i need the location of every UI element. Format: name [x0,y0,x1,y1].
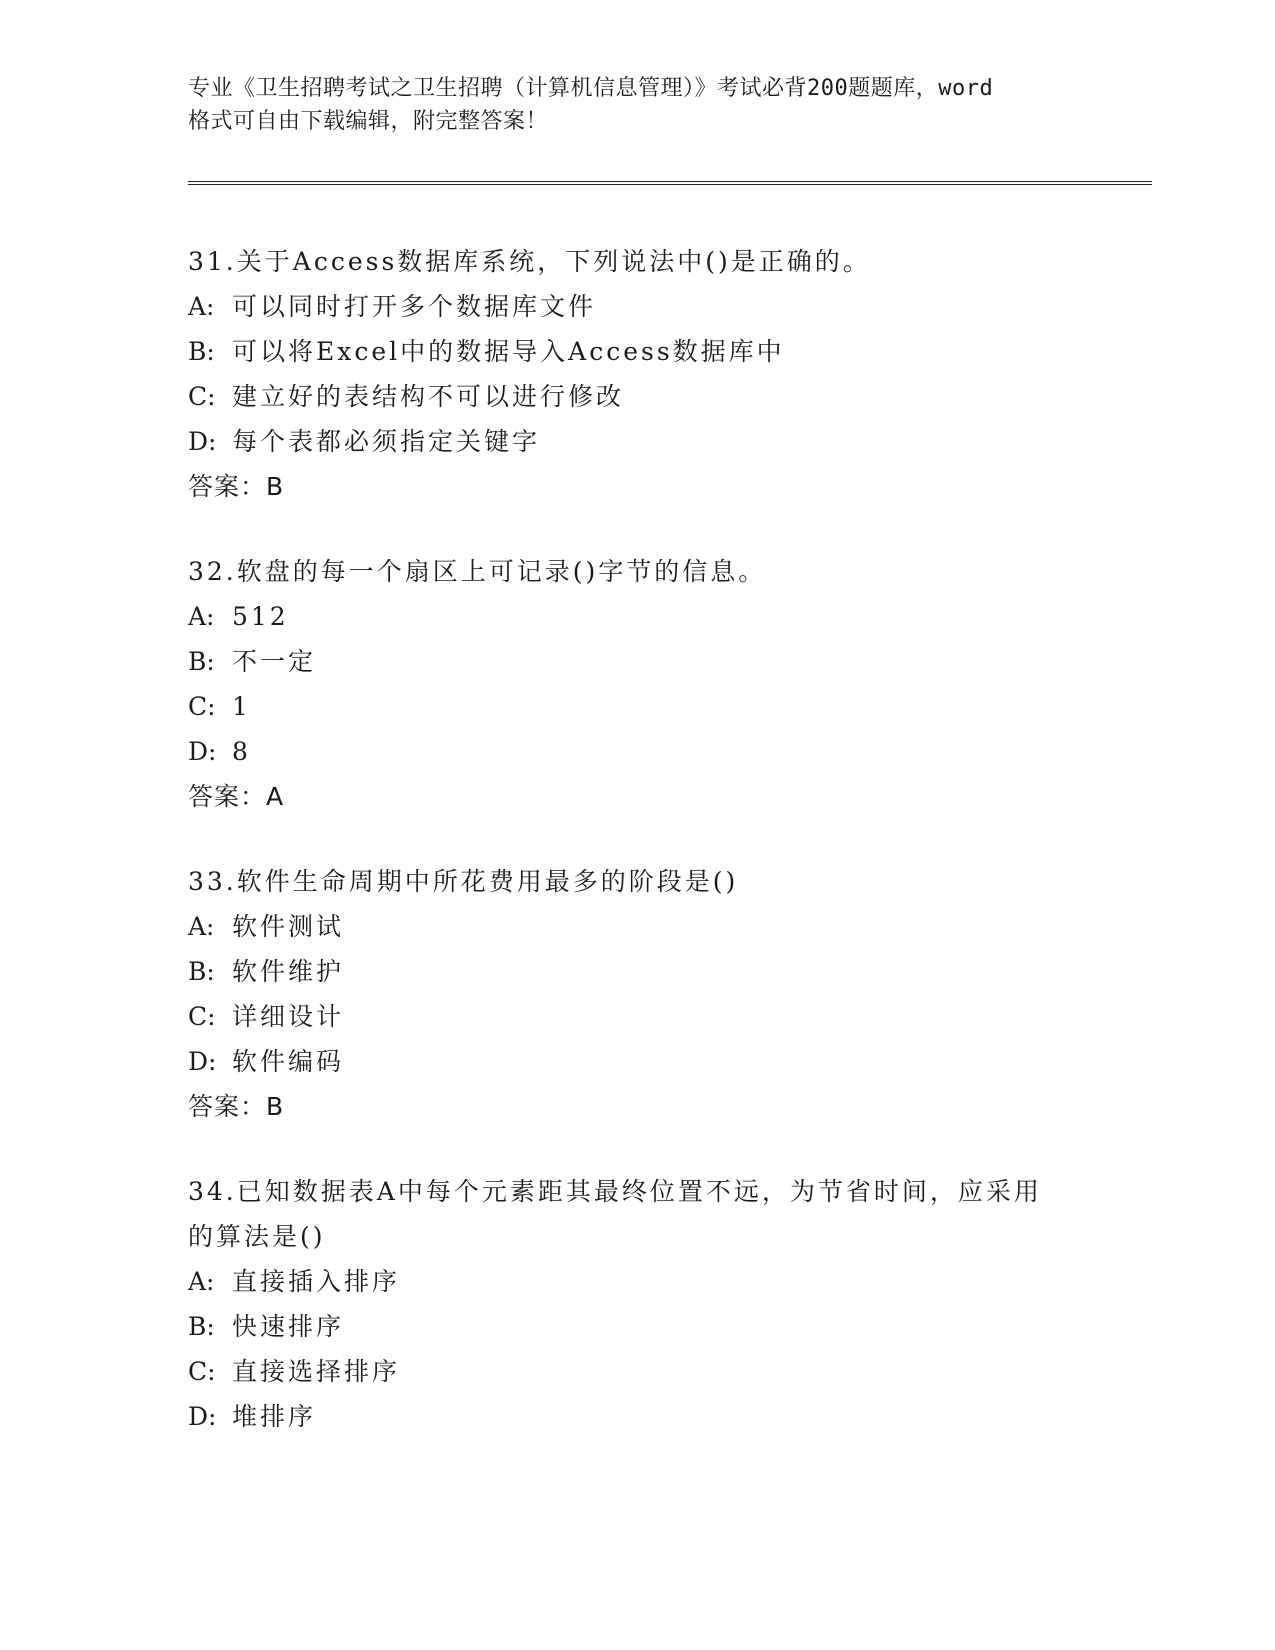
question-list [188,239,1152,1439]
document-page [188,72,1152,1479]
option-b [188,949,1152,994]
option-a [188,594,1152,639]
question-stem: 33.软件生命周期中所花费用最多的阶段是() [188,867,739,896]
option-a [188,1259,1152,1304]
option-text: 软件维护 [232,957,345,986]
option-letter: D: [188,737,217,766]
option-letter: D: [188,427,217,456]
question-33 [188,859,1152,1129]
option-c [188,684,1152,729]
question-stem: 31.关于Access数据库系统，下列说法中()是正确的。 [188,247,871,276]
option-text: 详细设计 [232,1002,345,1031]
option-text: 1 [232,692,251,721]
option-letter: D: [188,1402,217,1431]
question-stem-line-1: 34.已知数据表A中每个元素距其最终位置不远，为节省时间，应采用 [188,1177,1042,1206]
answer-line: 答案：B [188,1092,285,1121]
option-text: 可以将Excel中的数据导入Access数据库中 [232,337,785,366]
option-letter: C: [188,382,216,411]
option-text: 512 [232,602,289,631]
header-line-1: 专业《卫生招聘考试之卫生招聘（计算机信息管理）》考试必背200题题库，word [188,76,994,101]
option-c [188,1349,1152,1394]
option-text: 快速排序 [232,1312,345,1341]
question-32 [188,549,1152,819]
option-c [188,374,1152,419]
option-d [188,1039,1152,1084]
option-c [188,994,1152,1039]
option-b [188,639,1152,684]
option-letter: D: [188,1047,217,1076]
option-letter: A: [188,292,215,321]
option-letter: B: [188,957,215,986]
option-d [188,1394,1152,1439]
question-31 [188,239,1152,509]
option-a [188,904,1152,949]
option-letter: B: [188,647,215,676]
document-header [188,72,1088,138]
option-letter: A: [188,1267,215,1296]
option-d [188,419,1152,464]
option-text: 堆排序 [232,1402,317,1431]
option-text: 不一定 [232,647,317,676]
question-stem: 32.软盘的每一个扇区上可记录()字节的信息。 [188,557,767,586]
option-text: 直接选择排序 [232,1357,401,1386]
header-divider [188,181,1152,185]
option-letter: A: [188,602,215,631]
answer-line: 答案：B [188,472,285,501]
option-text: 可以同时打开多个数据库文件 [232,292,597,321]
option-text: 每个表都必须指定关键字 [232,427,541,456]
option-d [188,729,1152,774]
answer-line: 答案：A [188,782,285,811]
option-text: 建立好的表结构不可以进行修改 [232,382,625,411]
option-text: 软件测试 [232,912,345,941]
question-34 [188,1169,1152,1439]
option-text: 直接插入排序 [232,1267,401,1296]
option-letter: B: [188,1312,215,1341]
option-text: 8 [232,737,251,766]
option-text: 软件编码 [232,1047,345,1076]
option-letter: B: [188,337,215,366]
option-letter: C: [188,1002,216,1031]
header-line-2: 格式可自由下载编辑，附完整答案！ [188,109,549,134]
option-letter: A: [188,912,215,941]
option-b [188,1304,1152,1349]
option-a [188,284,1152,329]
option-letter: C: [188,1357,216,1386]
option-letter: C: [188,692,216,721]
question-stem-line-2: 的算法是() [188,1222,326,1251]
option-b [188,329,1152,374]
